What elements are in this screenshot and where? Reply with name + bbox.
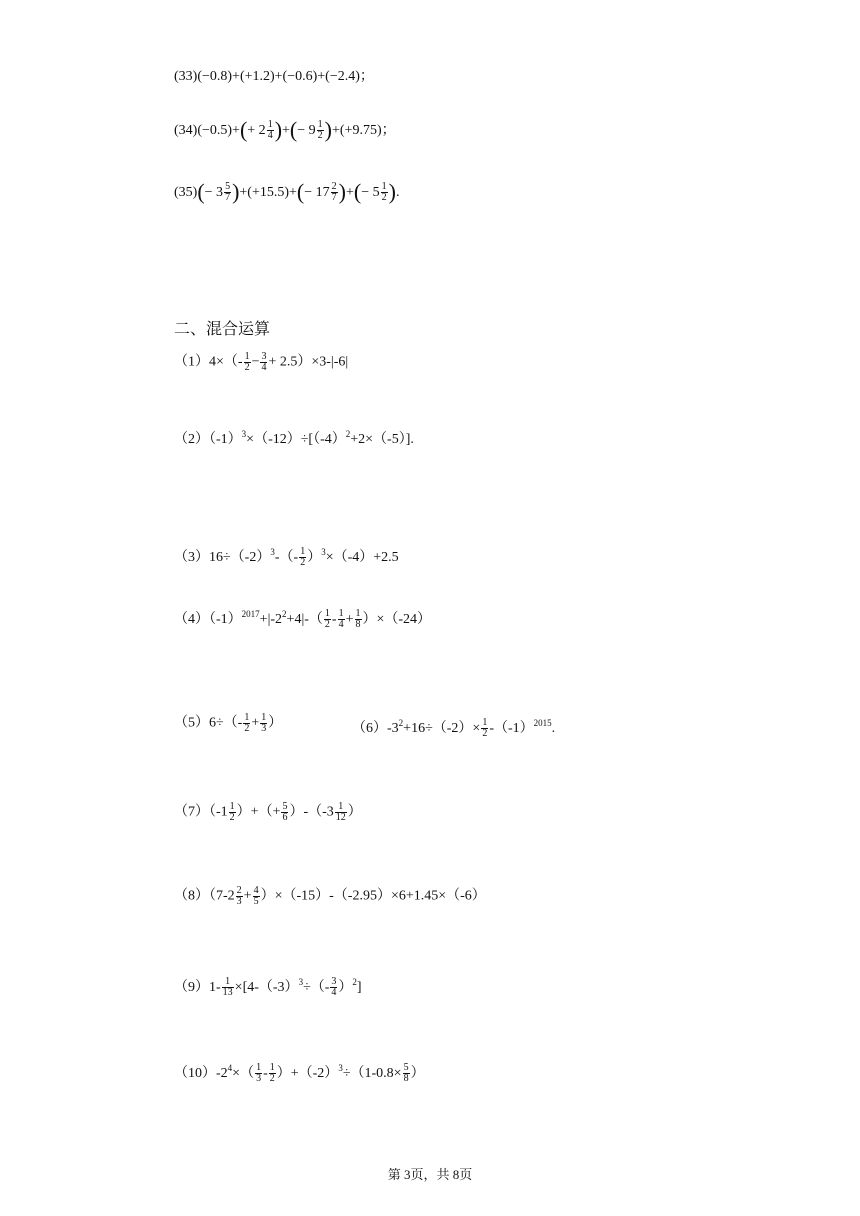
- fraction: [317, 120, 324, 141]
- numerator: 1: [269, 1062, 275, 1074]
- denominator: 13: [222, 987, 233, 999]
- fraction: [403, 1063, 410, 1084]
- fraction: [335, 802, 347, 823]
- denominator: 2: [324, 619, 330, 631]
- denominator: 6: [282, 812, 288, 823]
- section-title: 二、混合运算: [174, 319, 271, 338]
- denominator: 2: [317, 130, 323, 142]
- paren: (: [296, 179, 305, 204]
- text: (35): [174, 185, 198, 200]
- denominator: 2: [244, 362, 250, 373]
- text: −: [251, 354, 260, 370]
- paren: (: [289, 117, 298, 142]
- fraction: [324, 609, 331, 630]
- exponent: 2: [345, 429, 351, 439]
- text: +16÷（-2）×: [403, 721, 481, 736]
- numerator: 5: [225, 181, 231, 193]
- numerator: 1: [338, 608, 344, 620]
- fraction: [299, 547, 306, 568]
- question-6: [352, 713, 555, 739]
- text: -（-1）: [489, 721, 534, 736]
- text: .: [395, 185, 400, 200]
- paren: ): [324, 117, 332, 142]
- text: （7）（-1: [174, 804, 228, 820]
- text: ÷（-: [303, 980, 330, 995]
- denominator: 3: [256, 1073, 262, 1085]
- denominator: 4: [267, 130, 273, 142]
- fraction: [331, 182, 338, 203]
- text: ）×（-15）-（-2.95）×6+1.45×（-6）: [260, 888, 486, 904]
- problem-33-text: (33)(−0.8)+(+1.2)+(−0.6)+(−2.4)；: [174, 69, 374, 84]
- question-2: [174, 424, 414, 450]
- paren: (: [239, 117, 248, 142]
- exponent: 3: [298, 977, 304, 987]
- text: +2×（-5）].: [350, 432, 414, 447]
- text: （6）-3: [352, 721, 399, 736]
- denominator: 4: [261, 362, 267, 373]
- text: -（-: [274, 550, 299, 565]
- fraction: [253, 886, 260, 907]
- numerator: 1: [244, 712, 250, 723]
- numerator: 5: [403, 1062, 409, 1074]
- paren: ): [274, 117, 283, 142]
- question-3: [174, 542, 399, 568]
- fraction: [481, 718, 488, 739]
- exponent: 2: [352, 977, 357, 987]
- numerator: 1: [229, 801, 235, 812]
- text: （10）-2: [174, 1066, 228, 1081]
- text: ）: [307, 550, 322, 565]
- numerator: 2: [236, 885, 242, 896]
- fraction: [260, 352, 267, 373]
- fraction: [267, 120, 274, 141]
- denominator: 2: [482, 728, 488, 740]
- fraction: [330, 977, 337, 998]
- denominator: 2: [300, 557, 306, 569]
- paren: ): [338, 179, 346, 204]
- fraction: [281, 802, 288, 823]
- text: （1）4×（-: [174, 354, 243, 370]
- text: ）: [410, 1066, 425, 1081]
- numerator: 1: [355, 608, 361, 620]
- numerator: 1: [482, 717, 488, 729]
- text: +: [345, 185, 354, 200]
- exponent: 2017: [241, 609, 260, 619]
- text: （5）6÷（-: [174, 715, 243, 731]
- text: − 5: [361, 185, 380, 200]
- text: （2）（-1）: [174, 432, 242, 447]
- numerator: 1: [317, 119, 323, 131]
- text: ）-（-3: [289, 804, 334, 820]
- text: +(+15.5)+: [239, 185, 297, 200]
- text: （9）1-: [174, 980, 221, 995]
- text: ×（-12）÷[（-4）: [246, 432, 346, 447]
- question-9: [174, 972, 362, 998]
- text: ×（: [232, 1066, 255, 1081]
- text: ）×（-24）: [362, 612, 432, 627]
- exponent: 2: [282, 609, 287, 619]
- text: -: [331, 612, 337, 627]
- denominator: 8: [355, 619, 361, 631]
- fraction: [222, 977, 234, 998]
- paren: ): [232, 179, 240, 204]
- fraction: [243, 713, 250, 734]
- numerator: 1: [261, 712, 267, 723]
- text: （3）16÷（-2）: [174, 550, 271, 565]
- denominator: 2: [269, 1073, 275, 1085]
- numerator: 4: [253, 885, 259, 896]
- numerator: 3: [261, 351, 267, 362]
- text: +: [345, 612, 354, 627]
- text: ）: [268, 715, 283, 731]
- exponent: 2: [398, 718, 404, 728]
- denominator: 5: [253, 896, 259, 907]
- question-10: [174, 1058, 425, 1084]
- denominator: 3: [236, 896, 242, 907]
- denominator: 4: [338, 619, 344, 631]
- fraction: [269, 1063, 276, 1084]
- fraction: [229, 802, 236, 823]
- text: + 2: [247, 123, 266, 138]
- text: （4）（-1）: [174, 612, 242, 627]
- text: .: [551, 721, 556, 736]
- text: +4|-（: [286, 612, 323, 627]
- exponent: 3: [338, 1063, 343, 1073]
- question-7: [174, 802, 362, 823]
- denominator: 7: [331, 192, 337, 204]
- question-8: [174, 886, 486, 907]
- exponent: 2015: [533, 718, 552, 728]
- numerator: 1: [381, 181, 387, 193]
- problem-35: [174, 179, 400, 204]
- text: − 17: [304, 185, 330, 200]
- problem-33: [174, 67, 374, 87]
- denominator: 12: [335, 812, 346, 823]
- question-1: [174, 352, 348, 373]
- question-5: [174, 713, 282, 734]
- problem-34: [174, 117, 396, 142]
- denominator: 8: [403, 1073, 409, 1085]
- denominator: 4: [331, 987, 337, 999]
- fraction: [260, 713, 267, 734]
- text: +: [251, 715, 260, 731]
- text: − 9: [297, 123, 316, 138]
- text: （8）（7-2: [174, 888, 235, 904]
- denominator: 3: [261, 723, 267, 734]
- denominator: 2: [381, 192, 387, 204]
- fraction: [236, 886, 243, 907]
- text: ）: [347, 804, 362, 820]
- exponent: 3: [321, 547, 326, 557]
- fraction: [338, 609, 345, 630]
- text: ）+（-2）: [276, 1066, 339, 1081]
- denominator: 2: [229, 812, 235, 823]
- text: ]: [356, 980, 362, 995]
- text: -: [263, 1066, 268, 1081]
- exponent: 3: [241, 429, 247, 439]
- text: ）: [338, 980, 353, 995]
- page-footer: 第 3页，共 8页: [387, 1167, 473, 1182]
- numerator: 1: [256, 1062, 262, 1074]
- text: (34)(−0.5)+: [174, 123, 240, 138]
- paren: (: [353, 179, 362, 204]
- paren: (: [197, 179, 205, 204]
- numerator: 2: [331, 181, 337, 193]
- numerator: 5: [282, 801, 288, 812]
- denominator: 2: [244, 723, 250, 734]
- numerator: 1: [267, 119, 273, 131]
- text: ÷（1-0.8×: [342, 1066, 402, 1081]
- text: +(+9.75)；: [331, 123, 396, 138]
- fraction: [244, 352, 251, 373]
- numerator: 1: [324, 608, 330, 620]
- text: ×（-4）+2.5: [325, 550, 399, 565]
- fraction: [224, 182, 231, 203]
- numerator: 1: [300, 546, 306, 558]
- numerator: 1: [222, 977, 234, 988]
- fraction: [355, 609, 362, 630]
- text: +: [282, 123, 290, 138]
- fraction: [255, 1063, 262, 1084]
- question-4: [174, 604, 431, 630]
- fraction: [381, 182, 388, 203]
- text: − 3: [204, 185, 224, 200]
- text: ×[4-（-3）: [234, 980, 299, 995]
- numerator: 1: [335, 802, 347, 813]
- exponent: 3: [270, 547, 275, 557]
- paren: ): [388, 179, 396, 204]
- denominator: 7: [225, 192, 231, 204]
- text: ）+（+: [236, 804, 281, 820]
- exponent: 4: [227, 1063, 233, 1073]
- numerator: 3: [331, 976, 337, 988]
- text: + 2.5）×3-|-6|: [268, 354, 349, 370]
- text: +: [243, 888, 252, 904]
- text: +|-2: [259, 612, 283, 627]
- numerator: 1: [244, 351, 250, 362]
